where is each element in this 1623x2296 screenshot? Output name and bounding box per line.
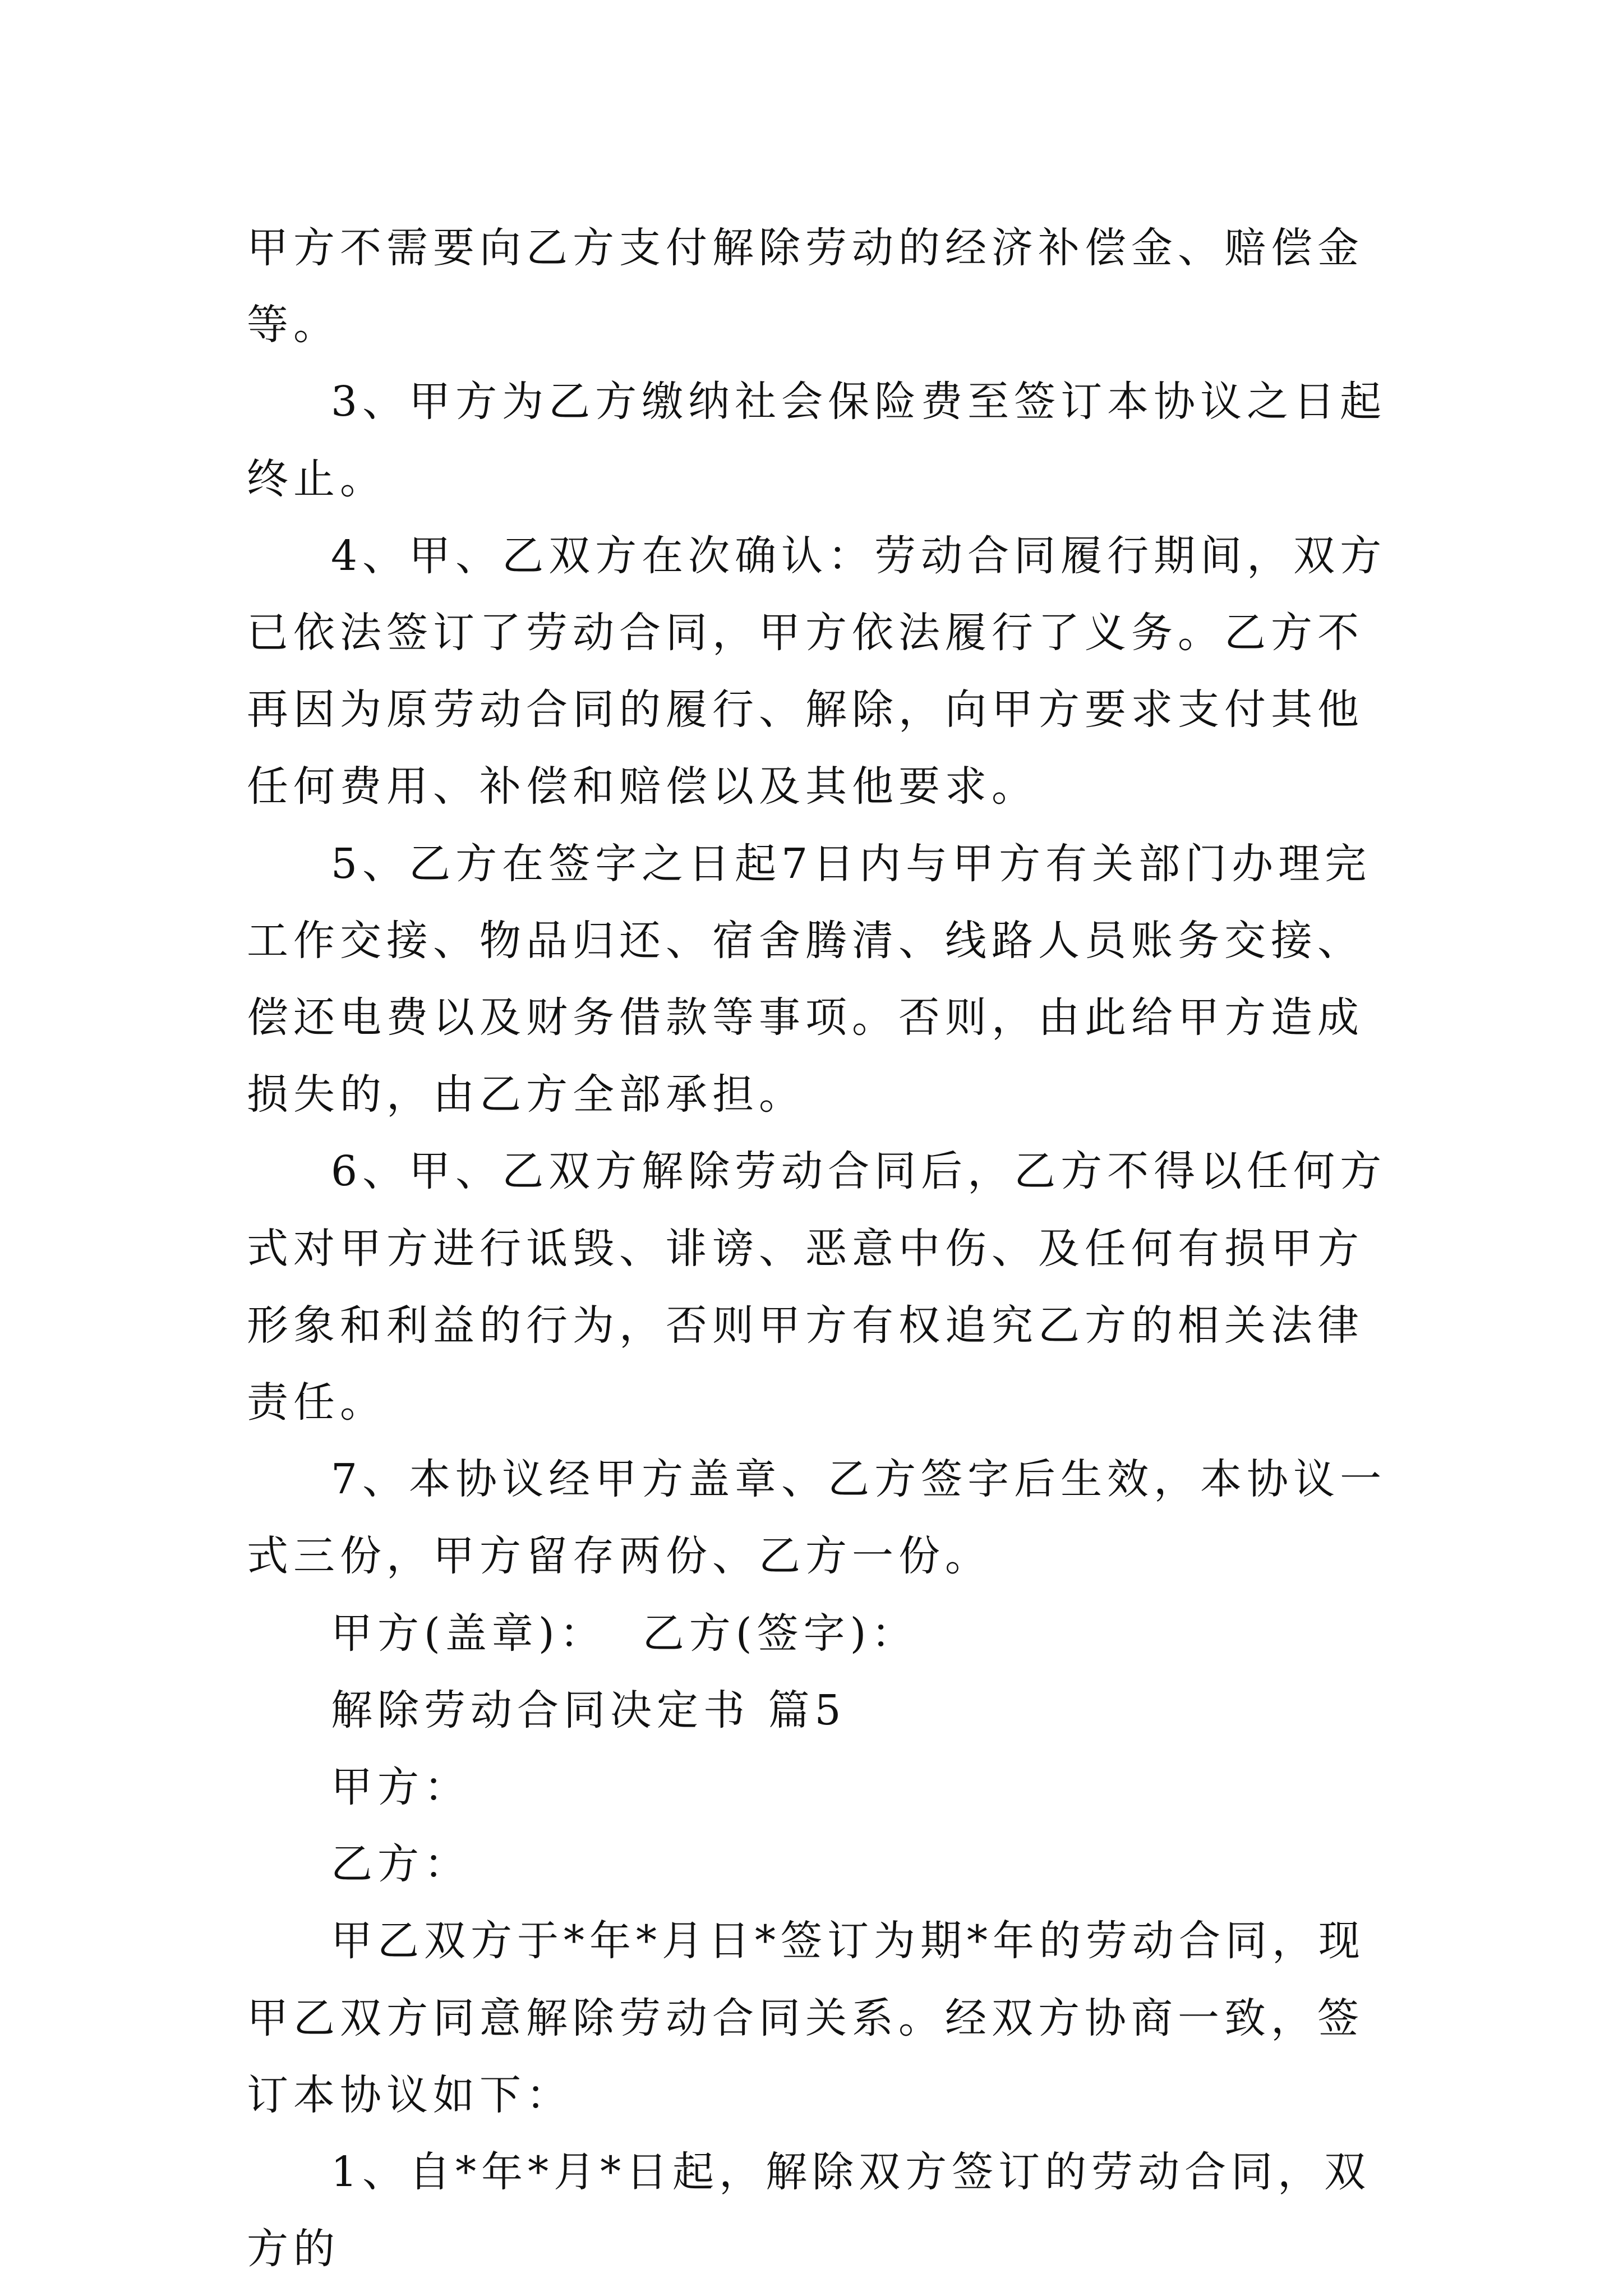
paragraph: 4、甲、乙双方在次确认：劳动合同履行期间，双方已依法签订了劳动合同，甲方依法履行了义务。乙方不再因为原劳动合同的履行、解除，向甲方要求支付其他任何费用、补偿和赔偿以及其他要求。 bbox=[247, 531, 1387, 811]
paragraph: 5、乙方在签字之日起7日内与甲方有关部门办理完工作交接、物品归还、宿舍腾清、线路人员账务交接、偿还电费以及财务借款等事项。否则，由此给甲方造成损失的，由乙方全部承担。 bbox=[247, 839, 1372, 1119]
paragraph: 6、甲、乙双方解除劳动合同后，乙方不得以任何方式对甲方进行诋毁、诽谤、恶意中伤、及任何有损甲方形象和利益的行为，否则甲方有权追究乙方的相关法律责任。 bbox=[247, 1147, 1387, 1427]
paragraph: 甲方不需要向乙方支付解除劳动的经济补偿金、赔偿金等。 bbox=[247, 224, 1364, 349]
paragraph: 1、自*年*月*日起，解除双方签订的劳动合同，双方的 bbox=[247, 2148, 1371, 2274]
paragraph: 甲乙双方于*年*月日*签订为期*年的劳动合同，现甲乙双方同意解除劳动合同关系。经双方协商一致，签订本协议如下： bbox=[247, 1917, 1365, 2119]
paragraph: 7、本协议经甲方盖章、乙方签字后生效，本协议一式三份，甲方留存两份、乙方一份。 bbox=[247, 1455, 1387, 1581]
signature-line: 甲方(盖章)： 乙方(签字)： bbox=[331, 1609, 918, 1658]
party-b-line: 乙方： bbox=[331, 1840, 471, 1889]
document-body bbox=[247, 210, 1396, 2288]
section-heading: 解除劳动合同决定书 篇5 bbox=[331, 1686, 846, 1734]
paragraph: 3、甲方为乙方缴纳社会保险费至签订本协议之日起终止。 bbox=[247, 378, 1387, 503]
party-a-line: 甲方： bbox=[331, 1763, 471, 1812]
